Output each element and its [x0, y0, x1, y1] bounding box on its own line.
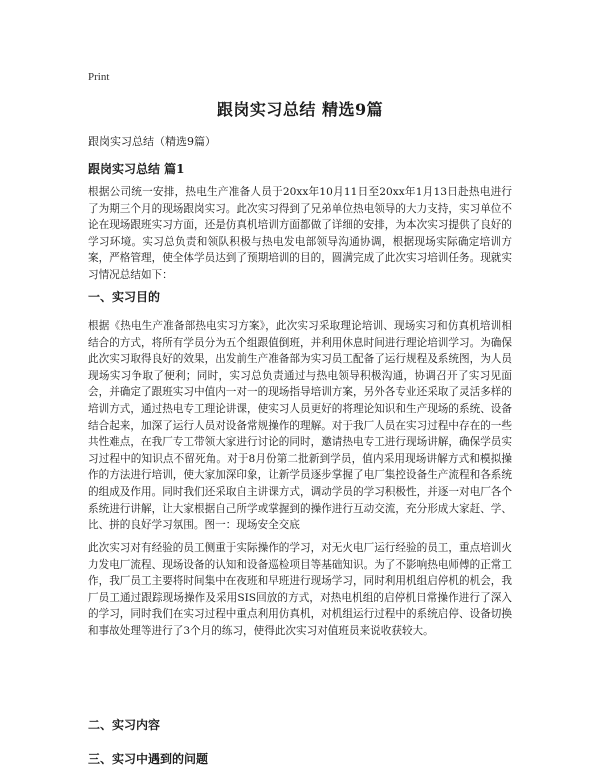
document-title: 跟岗实习总结 精选9篇: [216, 100, 384, 119]
section-heading-content: 二、实习内容: [88, 718, 161, 732]
section-heading-purpose: 一、实习目的: [88, 290, 161, 304]
intro-paragraph: 根据公司统一安排，热电生产准备人员于20xx年10月11日至20xx年1月13日赴热电进行了为期三个月的现场跟岗实习。此次实习得到了兄弟单位热电领导的大力支持，实习单位不论在现场跟班实习方面，还是仿真机培训方面都做了详细的安排，为本次实习提供了良好的学习环境。实习总负责和领队积极与热电发电部领导沟通协调，根据现场实际确定培训方案，严格管理，使全体学员达到了预期培训的目的，圆满完成了此次实习培训任务。现就实习情况总结如下：: [88, 186, 512, 281]
document-subtitle: 跟岗实习总结（精选9篇）: [88, 135, 216, 148]
print-link[interactable]: Print: [88, 71, 110, 83]
purpose-paragraph-1: 根据《热电生产准备部热电实习方案》，此次实习采取理论培训、现场实习和仿真机培训相结合的方式，将所有学员分为五个组跟值倒班，并利用休息时间进行理论培训学习。为确保此次实习取得良好的效果，出发前生产准备部为实习员工配备了运行规程及系统图，为人员现场实习争取了便利；同时，实习总负责通过与热电领导积极沟通，协调召开了实习见面会，并确定了跟班实习中值内一对一的现场指导培训方案，另外各专业还采取了灵活多样的培训方式，通过热电专工理论讲课，使实习人员更好的将理论知识和生产现场的系统、设备结合起来，加深了运行人员对设备常规操作的理解。对于我厂人员在实习过程中存在的一些共性难点，在我厂专工带领大家进行讨论的同时，邀请热电专工进行现场讲解，确保学员实习过程中的知识点不留死角。对于8月份第二批新到学员，值内采用现场讲解方式和模拟操作的方法进行培训，使大家加深印象，让新学员逐步掌握了电厂集控设备生产流程和各系统的组成及作用。同时我们还采取自主讲课方式，调动学员的学习积极性，并逐一对电厂各个系统进行讲解，让大家根据自己所学或掌握到的操作进行互动交流，充分形成大家赶、学、比、拼的良好学习氛围。图一：现场安全交底: [88, 320, 512, 532]
part-heading: 跟岗实习总结 篇1: [88, 162, 185, 176]
purpose-paragraph-2: 此次实习对有经验的员工侧重于实际操作的学习，对无火电厂运行经验的员工，重点培训火力发电厂流程、现场设备的认知和设备巡检项目等基础知识。为了不影响热电师傅的正常工作，我厂员工主要将时间集中在夜班和早班进行现场学习，同时利用机组启停机的机会，我厂员工通过跟踪现场操作及采用SIS回放的方式，对热电机组的启停机日常操作进行了深入的学习，同时我们在实习过程中重点利用仿真机，对机组运行过程中的系统启停、设备切换和事故处理等进行了3个月的练习，使得此次实习对值班员来说收获较大。: [88, 542, 512, 637]
section-heading-problems: 三、实习中遇到的问题: [88, 752, 209, 766]
